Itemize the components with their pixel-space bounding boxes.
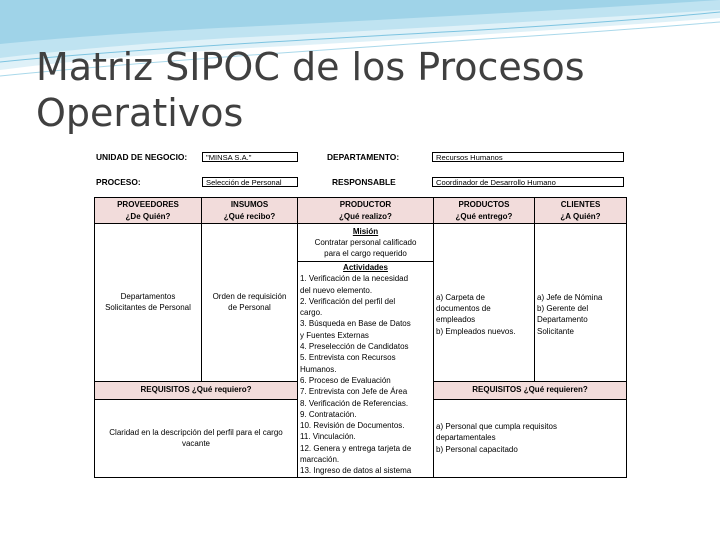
sipoc-table [94, 197, 627, 478]
actividad-line: 4. Preselección de Candidatos [300, 342, 409, 352]
mission-row [95, 224, 627, 262]
actividad-line: 12. Genera y entrega tarjeta de [300, 443, 412, 453]
actividades-cell [298, 262, 434, 478]
proceso-value: Selección de Personal [202, 177, 298, 187]
column-header-row [95, 198, 627, 224]
col-clientes: CLIENTES ¿A Quién? [535, 198, 627, 224]
unidad-value: "MINSA S.A." [202, 152, 298, 162]
actividad-line: 1. Verificación de la necesidad [300, 274, 409, 284]
actividad-line: 5. Entrevista con Recursos [300, 353, 396, 363]
col-productor: PRODUCTOR ¿Qué realizo? [298, 198, 434, 224]
actividad-line: 10. Revisión de Documentos. [300, 421, 405, 431]
responsable-label: RESPONSABLE [332, 177, 396, 187]
requisitos-right-cell: a) Personal que cumpla requisitos departamentales b) Personal capacitado [434, 399, 627, 477]
departamento-value: Recursos Humanos [432, 152, 624, 162]
clientes-cell: a) Jefe de Nómina b) Gerente del Departamento Solicitante [535, 224, 627, 382]
requisitos-left-cell: Claridad en la descripción del perfil para el cargo vacante [95, 399, 298, 477]
productos-cell: a) Carpeta de documentos de empleados b) Empleados nuevos. [434, 224, 535, 382]
proceso-label: PROCESO: [96, 177, 141, 187]
col-proveedores: PROVEEDORES ¿De Quién? [95, 198, 202, 224]
actividad-line: marcación. [300, 455, 340, 465]
actividad-line: 8. Verificación de Referencias. [300, 398, 409, 408]
actividad-line: 7. Entrevista con Jefe de Área [300, 387, 408, 397]
actividad-line: del nuevo elemento. [300, 285, 373, 295]
header-row-unidad [94, 149, 626, 174]
departamento-label: DEPARTAMENTO: [327, 152, 400, 162]
actividad-line: Humanos. [300, 364, 337, 374]
slide-title-line1: Matriz SIPOC de los Procesos [36, 45, 585, 89]
header-row-proceso [94, 174, 626, 197]
actividad-line: 6. Proceso de Evaluación [300, 375, 391, 385]
actividad-line: 2. Verificación del perfil del [300, 296, 396, 306]
unidad-label: UNIDAD DE NEGOCIO: [96, 152, 188, 162]
insumos-cell: Orden de requisición de Personal [202, 224, 298, 382]
actividad-line: 11. Vinculación. [300, 432, 356, 442]
requisitos-right-header: REQUISITOS ¿Qué requieren? [434, 381, 627, 399]
requisitos-left-header: REQUISITOS ¿Qué requiero? [95, 381, 298, 399]
mision-cell: Misión Contratar personal calificado para el cargo requerido [298, 224, 434, 262]
actividades-list [300, 273, 431, 476]
actividad-line: 13. Ingreso de datos al sistema [300, 466, 412, 476]
actividades-label: Actividades [343, 263, 388, 272]
actividad-line: cargo. [300, 308, 323, 318]
actividad-line: 9. Contratación. [300, 409, 357, 419]
responsable-value: Coordinador de Desarrollo Humano [432, 177, 624, 187]
slide-title-line2: Operativos [36, 91, 244, 135]
col-productos: PRODUCTOS ¿Qué entrego? [434, 198, 535, 224]
slide-title [36, 44, 585, 136]
actividad-line: 3. Búsqueda en Base de Datos [300, 319, 411, 329]
col-insumos: INSUMOS ¿Qué recibo? [202, 198, 298, 224]
sipoc-matrix [94, 149, 626, 478]
proveedores-cell: Departamentos Solicitantes de Personal [95, 224, 202, 382]
actividad-line: y Fuentes Externas [300, 330, 369, 340]
mision-label: Misión [352, 226, 379, 236]
